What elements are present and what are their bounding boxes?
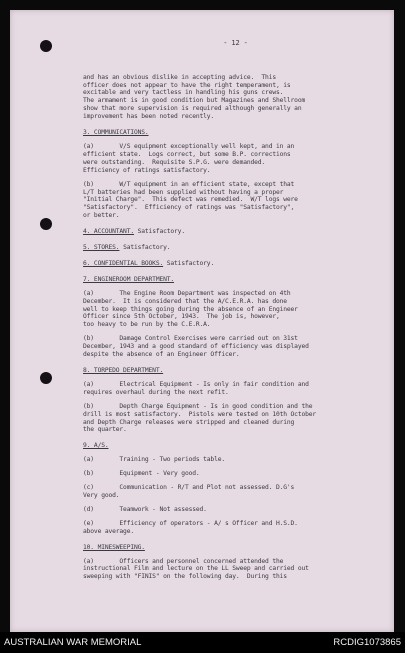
text-line: and Depth Charge releases were stripped and cleaned during <box>83 418 295 426</box>
text-line: "Initial Charge". This defect was remedied. W/T logs were <box>83 196 298 204</box>
text-line: "Satisfactory". Efficiency of ratings was "Satisfactory", <box>83 204 295 212</box>
text-line: (c) Communication - R/T and Plot not assessed. D.G's <box>83 484 295 492</box>
text-line: requires overhaul during the next refit. <box>83 388 229 396</box>
text-line: The armament is in good condition but Magazines and Shellroom <box>83 97 306 105</box>
text-line: Officer since 5th October, 1943. The job is, however, <box>83 313 280 321</box>
text-line: well to keep things going during the absence of an Engineer <box>83 305 298 313</box>
paragraph <box>83 456 388 464</box>
paragraph <box>83 470 388 478</box>
section-heading-line <box>83 260 388 268</box>
section-status: Satisfactory. <box>163 259 215 267</box>
text-line: excitable and very tactless in handling his guns crews. <box>83 89 284 97</box>
text-line: December, 1943 and a good standard of efficiency was displayed <box>83 343 309 351</box>
text-line: too heavy to be run by the C.E.R.A. <box>83 321 211 329</box>
section-heading-line <box>83 442 388 450</box>
text-line: and has an obvious dislike in accepting advice. This <box>83 73 276 81</box>
section-heading: 7. ENGINEROOM DEPARTMENT. <box>83 275 175 283</box>
text-line: (a) The Engine Room Department was inspected on 4th <box>83 289 291 297</box>
text-line: December. It is considered that the A/C.E.R.A. has done <box>83 297 287 305</box>
paragraph <box>83 520 388 536</box>
text-line: drill is most satisfactory. Pistols were tested on 10th October <box>83 410 317 418</box>
section-heading: 9. A/S. <box>83 442 109 450</box>
section-status: Satisfactory. <box>133 228 185 236</box>
text-line: L/T batteries had been supplied without having a proper <box>83 188 284 196</box>
section-status: Satisfactory. <box>119 244 171 252</box>
punch-hole <box>40 218 52 230</box>
section-heading-line <box>83 544 388 552</box>
text-line: (b) Damage Control Exercises were carried out on 31st <box>83 335 298 343</box>
text-line: (b) Depth Charge Equipment - Is in good condition and the <box>83 402 313 410</box>
text-line: above average. <box>83 527 134 535</box>
page-number: - 12 - <box>223 38 248 47</box>
text-line: instructional Film and lecture on the LL Sweep and carried out <box>83 565 309 573</box>
section-heading: 3. COMMUNICATIONS. <box>83 129 149 137</box>
text-line: officer does not appear to have the right temperament, is <box>83 81 291 89</box>
paragraph <box>83 335 388 359</box>
paragraph <box>83 506 388 514</box>
section-heading: 10. MINESWEEPING. <box>83 543 145 551</box>
text-line: (b) Equipment - Very good. <box>83 470 200 478</box>
section-heading: 6. CONFIDENTIAL BOOKS. <box>83 259 164 267</box>
text-line: the quarter. <box>83 426 127 434</box>
text-line: improvement has been noted recently. <box>83 113 215 121</box>
text-line: (b) W/T equipment in an efficient state, except that <box>83 180 295 188</box>
paragraph <box>83 381 388 397</box>
paragraph <box>83 74 388 121</box>
text-line: despite the absence of an Engineer Officer. <box>83 351 240 359</box>
text-line: (e) Efficiency of operators - A/ s Officer and H.S.D. <box>83 519 298 527</box>
text-line: (a) Officers and personnel concerned attended the <box>83 557 284 565</box>
punch-hole <box>40 372 52 384</box>
section-heading: 8. TORPEDO DEPARTMENT. <box>83 367 164 374</box>
paragraph <box>83 181 388 221</box>
text-line: Efficiency of ratings satisfactory. <box>83 166 211 174</box>
text-line: Very good. <box>83 491 120 499</box>
section-heading-line <box>83 228 388 236</box>
text-line: were outstanding. Requisite S.P.G. were demanded. <box>83 158 266 166</box>
section-heading: 4. ACCOUNTANT. <box>83 228 134 236</box>
section-heading-line <box>83 129 388 137</box>
section-heading-line <box>83 276 388 284</box>
section-heading-line <box>83 244 388 252</box>
paragraph <box>83 558 388 582</box>
footer-source: AUSTRALIAN WAR MEMORIAL <box>4 637 142 648</box>
footer-reference: RCDIG1073865 <box>333 637 401 648</box>
text-line: (a) Electrical Equipment - Is only in fair condition and <box>83 380 309 388</box>
text-line: show that more supervision is required although generally an <box>83 105 302 113</box>
text-line: (d) Teamwork - Not assessed. <box>83 505 207 513</box>
text-line: or better. <box>83 212 120 220</box>
paragraph <box>83 143 388 175</box>
paragraph <box>83 484 388 500</box>
punch-hole <box>40 40 52 52</box>
text-line: efficient state. Logs correct, but some B.P. corrections <box>83 150 291 158</box>
section-heading: 5. STORES. <box>83 244 120 252</box>
paragraph <box>83 290 388 330</box>
text-line: sweeping with "FINIS" on the following day. During this <box>83 573 287 581</box>
section-heading-line <box>83 367 388 375</box>
text-line: (a) V/S equipment exceptionally well kept, and in an <box>83 142 295 150</box>
archive-footer <box>0 632 405 653</box>
text-line: (a) Training - Two periods table. <box>83 456 226 464</box>
paragraph <box>83 403 388 435</box>
document-body <box>83 24 388 581</box>
